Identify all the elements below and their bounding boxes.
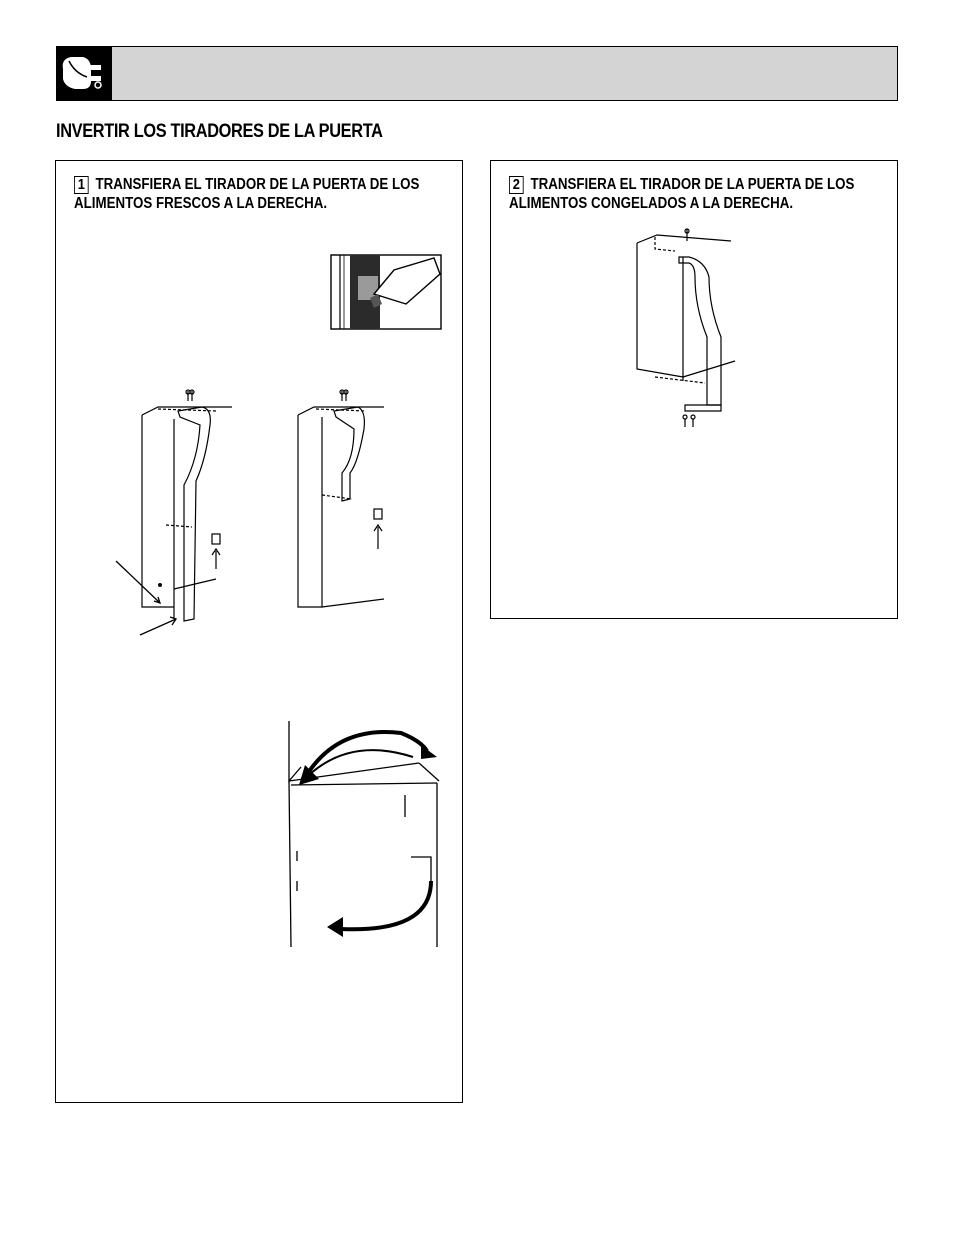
freezer-handle-illustration xyxy=(635,227,755,427)
step-1-panel xyxy=(55,160,463,1103)
pointer-arrows xyxy=(114,559,184,639)
step-2-heading xyxy=(509,175,887,213)
step-1-heading xyxy=(74,175,452,213)
step-2-instruction: TRANSFIERA EL TIRADOR DE LA PUERTA DE LOS ALIMENTOS CONGELADOS A LA DERECHA. xyxy=(509,176,855,212)
step-2-number: 2 xyxy=(509,176,524,194)
step-1-instruction: TRANSFIERA EL TIRADOR DE LA PUERTA DE LOS ALIMENTOS FRESCOS A LA DERECHA. xyxy=(74,176,420,212)
door-rotation-illustration xyxy=(281,721,451,951)
section-title: INVERTIR LOS TIRADORES DE LA PUERTA xyxy=(56,121,383,142)
door-handle-moved-illustration xyxy=(296,389,406,619)
closeup-screwdriver-illustration xyxy=(330,254,442,330)
step-1-number: 1 xyxy=(74,176,89,194)
step-2-panel xyxy=(490,160,898,619)
header-bar xyxy=(56,46,898,101)
plug-icon xyxy=(57,47,112,100)
